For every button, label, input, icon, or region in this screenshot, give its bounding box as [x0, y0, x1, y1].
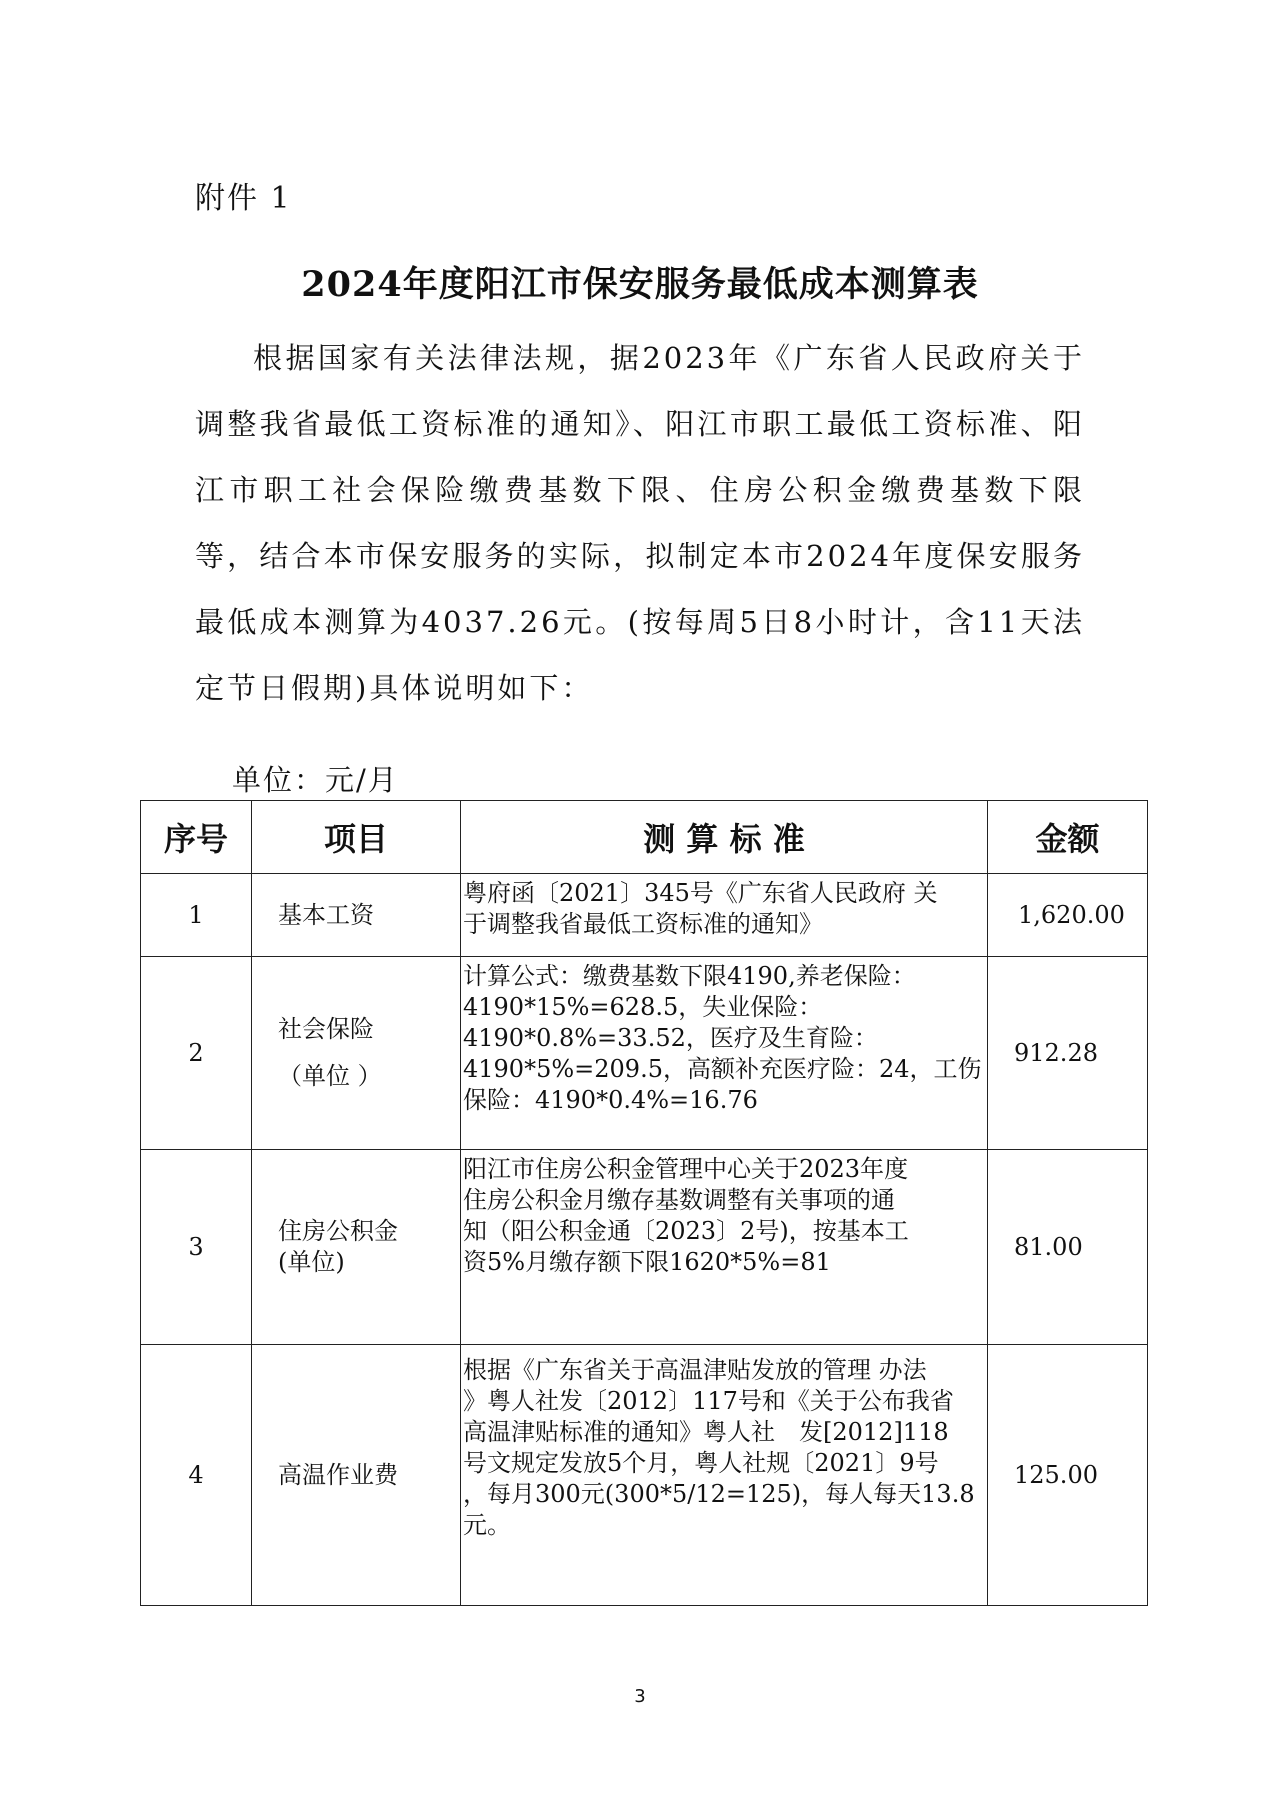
standard-line: 》粤人社发〔2012〕117号和《关于公布我省 — [463, 1387, 954, 1415]
row-amount: 125.00 — [988, 1345, 1148, 1606]
standard-line: 阳江市住房公积金管理中心关于2023年度 — [463, 1155, 909, 1183]
standard-line: 计算公式：缴费基数下限4190,养老保险： — [463, 962, 916, 990]
page-number: 3 — [634, 1686, 646, 1707]
standard-line: 粤府函〔2021〕345号《广东省人民政府 关 — [463, 879, 938, 907]
table-row — [141, 1150, 1148, 1345]
standard-line: 住房公积金月缴存基数调整有关事项的通 — [463, 1186, 895, 1214]
table-row — [141, 874, 1148, 957]
item-sub: (单位) — [278, 1248, 345, 1276]
row-no: 1 — [141, 874, 252, 957]
item-sub: （单位 ） — [278, 1062, 382, 1090]
item-name: 社会保险 — [278, 1015, 374, 1043]
standard-line: 高温津贴标准的通知》粤人社 发[2012]118 — [463, 1418, 949, 1446]
intro-paragraph: 根据国家有关法律法规，据2023年《广东省人民政府关于调整我省最低工资标准的通知》、阳江市职工最低工资标准、阳江市职工社会保险缴费基数下限、住房公积金缴费基数下限等，结合本市保安服务的实际，拟制定本市2024年度保安服务最低成本测算为4037.26元。(按每周5日8小时计，含11天法定节日假期)具体说明如下： — [195, 341, 1085, 705]
row-amount: 912.28 — [988, 957, 1148, 1150]
row-no: 2 — [141, 957, 252, 1150]
item-name: 住房公积金 — [278, 1217, 398, 1245]
row-item — [252, 957, 461, 1150]
standard-line: 于调整我省最低工资标准的通知》 — [463, 910, 823, 938]
header-item: 项目 — [252, 801, 461, 874]
row-amount: 81.00 — [988, 1150, 1148, 1345]
standard-line: 根据《广东省关于高温津贴发放的管理 办法 — [463, 1356, 927, 1384]
row-item: 高温作业费 — [252, 1345, 461, 1606]
page-title: 2024年度阳江市保安服务最低成本测算表 — [301, 264, 979, 305]
header-no: 序号 — [141, 801, 252, 874]
standard-line: ，每月300元(300*5/12=125)，每人每天13.8 — [463, 1480, 975, 1508]
header-amount: 金额 — [988, 801, 1148, 874]
standard-line: 元。 — [463, 1511, 511, 1539]
row-item — [252, 1150, 461, 1345]
row-no: 3 — [141, 1150, 252, 1345]
standard-line: 4190*15%=628.5，失业保险： — [463, 993, 823, 1021]
table-row — [141, 957, 1148, 1150]
row-standard — [461, 874, 988, 957]
standard-line: 号文规定发放5个月，粤人社规〔2021〕9号 — [463, 1449, 939, 1477]
attachment-label: 附件 1 — [195, 181, 292, 216]
row-no: 4 — [141, 1345, 252, 1606]
row-standard — [461, 1150, 988, 1345]
cost-table — [140, 800, 1148, 1606]
row-standard — [461, 957, 988, 1150]
standard-line: 4190*0.8%=33.52，医疗及生育险： — [463, 1024, 878, 1052]
standard-line: 保险：4190*0.4%=16.76 — [463, 1086, 758, 1114]
standard-line: 资5%月缴存额下限1620*5%=81 — [463, 1248, 831, 1276]
table-header-row — [141, 801, 1148, 874]
standard-line: 4190*5%=209.5，高额补充医疗险：24，工伤 — [463, 1055, 982, 1083]
unit-label: 单位：元/月 — [232, 763, 399, 797]
row-item: 基本工资 — [252, 874, 461, 957]
standard-line: 知（阳公积金通〔2023〕2号)，按基本工 — [463, 1217, 909, 1245]
row-standard — [461, 1345, 988, 1606]
table-row — [141, 1345, 1148, 1606]
row-amount: 1,620.00 — [988, 874, 1148, 957]
header-standard: 测 算 标 准 — [461, 801, 988, 874]
